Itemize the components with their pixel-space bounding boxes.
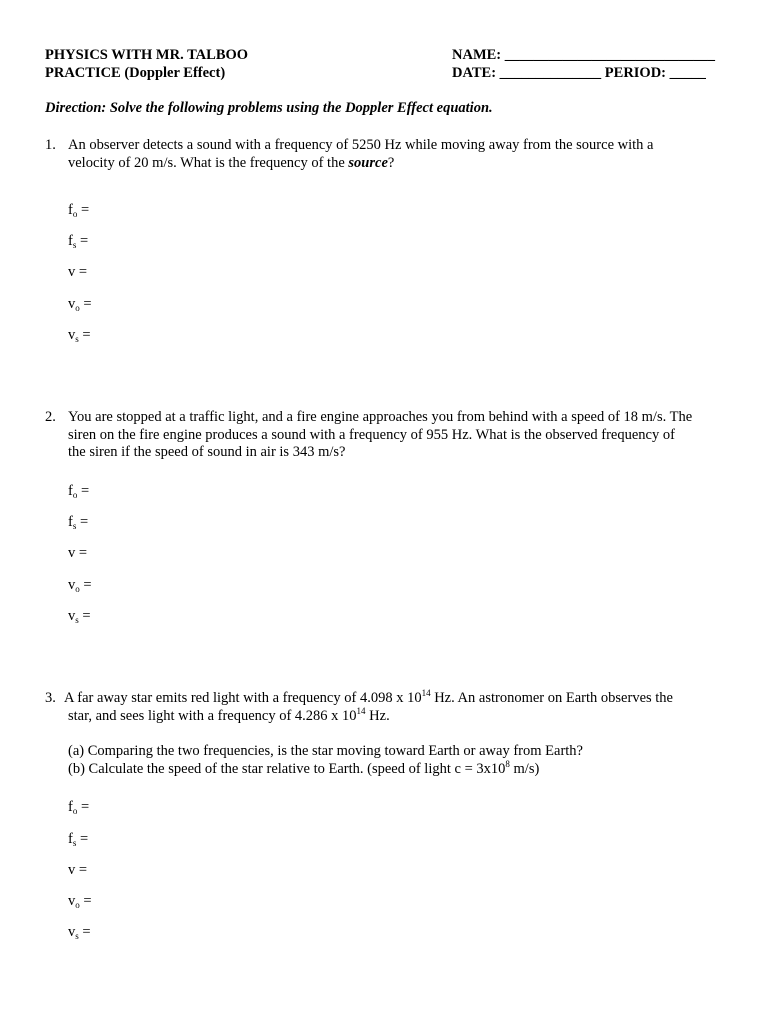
question-2-line-1: You are stopped at a traffic light, and a fire engine approaches you from behind with a speed of 18 m/s. The <box>68 409 693 425</box>
source-emphasis: source <box>348 154 388 171</box>
question-3-part-b: (b) Calculate the speed of the star relative to Earth. (speed of light $c = 3x10^8$ m/s) <box>68 758 540 777</box>
q3-var-vo: $v_o$ = <box>68 893 92 910</box>
q1-var-fs: $f_s$ = <box>68 233 89 250</box>
question-1-number: 1. <box>45 137 56 153</box>
header-left <box>45 47 248 82</box>
q2-var-fo: $f_o$ = <box>68 483 90 500</box>
question-1-text <box>68 137 728 172</box>
q3-var-v: v = <box>68 862 88 878</box>
question-3-number: 3. <box>45 690 56 706</box>
question-3-part-a: (a) Comparing the two frequencies, is the star moving toward Earth or away from Earth? <box>68 743 583 759</box>
q3-var-vs: $v_s$ = <box>68 924 91 941</box>
q2-var-fs: $f_s$ = <box>68 514 89 531</box>
name-field-label: NAME: _____________________________ <box>452 47 716 63</box>
question-1-line-2: velocity of 20 m/s. What is the frequency of the source? <box>68 154 395 171</box>
q1-var-v: v = <box>68 264 88 280</box>
q1-var-vs: $v_s$ = <box>68 327 91 344</box>
question-2-number: 2. <box>45 409 56 425</box>
q2-var-vs: $v_s$ = <box>68 608 91 625</box>
question-3-line-1: A far away star emits red light with a frequency of 4.098 x $10^{14}$ Hz. An astronomer on Earth observes the <box>64 688 673 706</box>
q1-var-fo: $f_o$ = <box>68 202 90 219</box>
date-period-label: DATE: ______________ PERIOD: _____ <box>452 64 706 81</box>
course-title: PHYSICS WITH MR. TALBOO <box>45 47 249 63</box>
question-2-line-2: siren on the fire engine produces a sound with a frequency of 955 Hz. What is the observed frequency of <box>68 426 675 443</box>
question-1-line-1: An observer detects a sound with a frequency of 5250 Hz while moving away from the source with a <box>68 137 654 153</box>
header-right <box>452 47 715 82</box>
q3-var-fo: $f_o$ = <box>68 799 90 816</box>
q2-var-vo: $v_o$ = <box>68 577 92 594</box>
question-3-text <box>64 690 724 725</box>
question-2-line-3: the siren if the speed of sound in air is 343 m/s? <box>68 444 346 460</box>
question-3-parts <box>68 743 728 778</box>
q2-var-v: v = <box>68 545 88 561</box>
question-2-text <box>68 409 728 462</box>
practice-title: PRACTICE (Doppler Effect) <box>45 64 226 81</box>
q3-var-fs: $f_s$ = <box>68 831 89 848</box>
question-3-line-2: star, and sees light with a frequency of 4.286 x $10^{14}$ Hz. <box>68 705 390 724</box>
direction-text: Direction: Solve the following problems using the Doppler Effect equation. <box>45 100 493 116</box>
q1-var-vo: $v_o$ = <box>68 296 92 313</box>
